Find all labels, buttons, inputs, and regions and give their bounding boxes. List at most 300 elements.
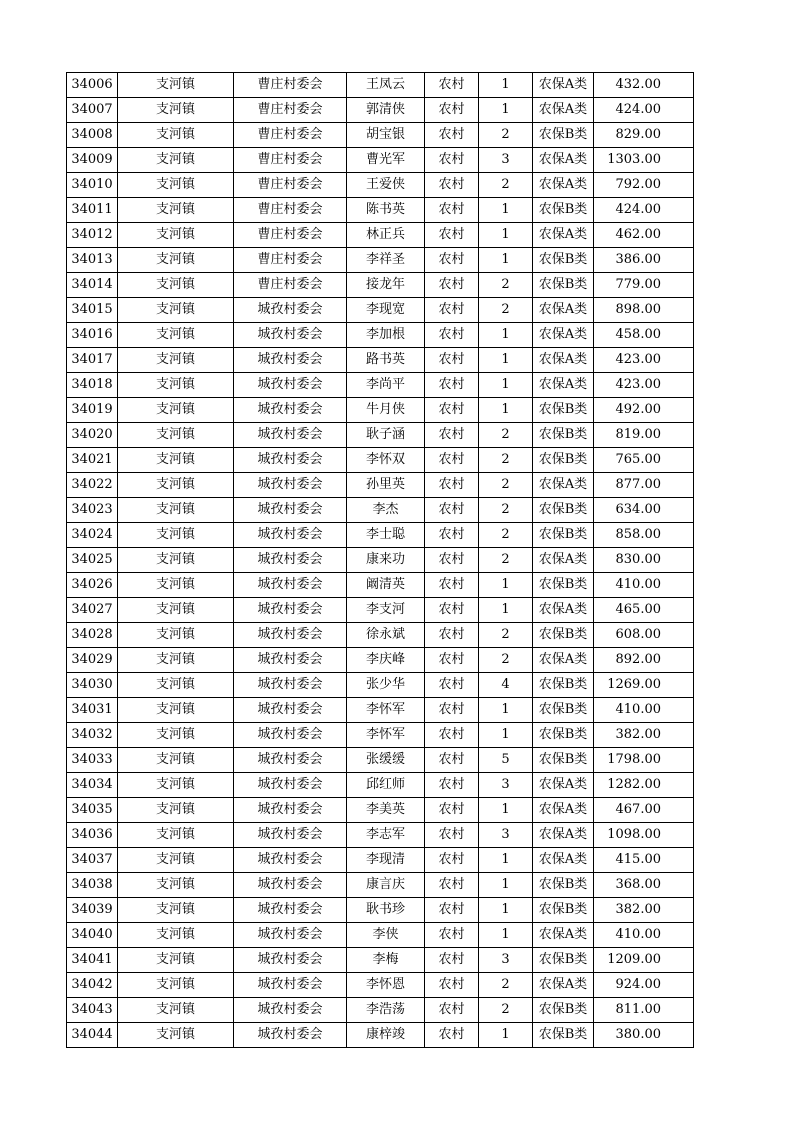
amount-cell: 892.00	[594, 648, 694, 673]
member-count-cell: 1	[479, 73, 533, 98]
town-cell: 支河镇	[118, 323, 234, 348]
amount-cell: 380.00	[594, 1023, 694, 1048]
record-id-cell: 34019	[67, 398, 118, 423]
member-count-cell: 1	[479, 198, 533, 223]
name-cell: 曹光军	[347, 148, 425, 173]
name-cell: 阚清英	[347, 573, 425, 598]
table-row	[67, 773, 694, 798]
table-row	[67, 573, 694, 598]
household-type-cell: 农村	[425, 498, 479, 523]
village-committee-cell: 城孜村委会	[234, 673, 347, 698]
town-cell: 支河镇	[118, 548, 234, 573]
name-cell: 李志军	[347, 823, 425, 848]
insurance-category-cell: 农保A类	[533, 473, 594, 498]
village-committee-cell: 曹庄村委会	[234, 198, 347, 223]
record-id-cell: 34037	[67, 848, 118, 873]
amount-cell: 382.00	[594, 898, 694, 923]
table-row	[67, 848, 694, 873]
amount-cell: 1798.00	[594, 748, 694, 773]
household-type-cell: 农村	[425, 473, 479, 498]
table-row	[67, 98, 694, 123]
town-cell: 支河镇	[118, 648, 234, 673]
member-count-cell: 1	[479, 848, 533, 873]
name-cell: 李怀军	[347, 723, 425, 748]
insurance-category-cell: 农保B类	[533, 698, 594, 723]
table-row	[67, 598, 694, 623]
village-committee-cell: 城孜村委会	[234, 298, 347, 323]
table-row	[67, 623, 694, 648]
table-row	[67, 948, 694, 973]
insurance-category-cell: 农保A类	[533, 98, 594, 123]
record-id-cell: 34025	[67, 548, 118, 573]
insurance-category-cell: 农保B类	[533, 398, 594, 423]
record-id-cell: 34027	[67, 598, 118, 623]
insurance-category-cell: 农保B类	[533, 198, 594, 223]
name-cell: 孙里英	[347, 473, 425, 498]
name-cell: 张少华	[347, 673, 425, 698]
village-committee-cell: 曹庄村委会	[234, 173, 347, 198]
record-id-cell: 34040	[67, 923, 118, 948]
amount-cell: 458.00	[594, 323, 694, 348]
member-count-cell: 1	[479, 223, 533, 248]
table-row	[67, 148, 694, 173]
name-cell: 王凤云	[347, 73, 425, 98]
name-cell: 路书英	[347, 348, 425, 373]
amount-cell: 608.00	[594, 623, 694, 648]
member-count-cell: 2	[479, 423, 533, 448]
insurance-category-cell: 农保A类	[533, 373, 594, 398]
town-cell: 支河镇	[118, 423, 234, 448]
household-type-cell: 农村	[425, 673, 479, 698]
insurance-category-cell: 农保B类	[533, 423, 594, 448]
record-id-cell: 34031	[67, 698, 118, 723]
member-count-cell: 2	[479, 998, 533, 1023]
record-id-cell: 34014	[67, 273, 118, 298]
insurance-category-cell: 农保A类	[533, 973, 594, 998]
household-type-cell: 农村	[425, 748, 479, 773]
insurance-category-cell: 农保A类	[533, 323, 594, 348]
amount-cell: 410.00	[594, 573, 694, 598]
table-row	[67, 348, 694, 373]
name-cell: 林正兵	[347, 223, 425, 248]
amount-cell: 829.00	[594, 123, 694, 148]
record-id-cell: 34018	[67, 373, 118, 398]
name-cell: 李支河	[347, 598, 425, 623]
village-committee-cell: 城孜村委会	[234, 523, 347, 548]
member-count-cell: 3	[479, 948, 533, 973]
record-id-cell: 34016	[67, 323, 118, 348]
household-type-cell: 农村	[425, 798, 479, 823]
town-cell: 支河镇	[118, 173, 234, 198]
name-cell: 李尚平	[347, 373, 425, 398]
member-count-cell: 2	[479, 648, 533, 673]
name-cell: 王爱侠	[347, 173, 425, 198]
record-id-cell: 34010	[67, 173, 118, 198]
table-row	[67, 198, 694, 223]
town-cell: 支河镇	[118, 298, 234, 323]
record-id-cell: 34017	[67, 348, 118, 373]
village-committee-cell: 曹庄村委会	[234, 98, 347, 123]
household-type-cell: 农村	[425, 398, 479, 423]
insurance-category-cell: 农保A类	[533, 73, 594, 98]
village-committee-cell: 曹庄村委会	[234, 73, 347, 98]
table-row	[67, 998, 694, 1023]
town-cell: 支河镇	[118, 598, 234, 623]
village-committee-cell: 曹庄村委会	[234, 123, 347, 148]
insurance-category-cell: 农保B类	[533, 948, 594, 973]
record-id-cell: 34034	[67, 773, 118, 798]
insurance-category-cell: 农保B类	[533, 898, 594, 923]
amount-cell: 1303.00	[594, 148, 694, 173]
table-row	[67, 373, 694, 398]
name-cell: 李侠	[347, 923, 425, 948]
name-cell: 李现清	[347, 848, 425, 873]
town-cell: 支河镇	[118, 923, 234, 948]
record-id-cell: 34012	[67, 223, 118, 248]
table-row	[67, 523, 694, 548]
table-row	[67, 323, 694, 348]
town-cell: 支河镇	[118, 498, 234, 523]
member-count-cell: 2	[479, 298, 533, 323]
village-committee-cell: 城孜村委会	[234, 698, 347, 723]
member-count-cell: 3	[479, 823, 533, 848]
table-row	[67, 898, 694, 923]
insurance-category-cell: 农保A类	[533, 548, 594, 573]
table-row	[67, 873, 694, 898]
record-id-cell: 34035	[67, 798, 118, 823]
record-id-cell: 34041	[67, 948, 118, 973]
village-committee-cell: 城孜村委会	[234, 898, 347, 923]
town-cell: 支河镇	[118, 398, 234, 423]
member-count-cell: 1	[479, 698, 533, 723]
amount-cell: 634.00	[594, 498, 694, 523]
insurance-category-cell: 农保B类	[533, 673, 594, 698]
table-row	[67, 823, 694, 848]
record-id-cell: 34043	[67, 998, 118, 1023]
town-cell: 支河镇	[118, 198, 234, 223]
household-type-cell: 农村	[425, 1023, 479, 1048]
name-cell: 张缓缓	[347, 748, 425, 773]
household-type-cell: 农村	[425, 973, 479, 998]
member-count-cell: 2	[479, 548, 533, 573]
village-committee-cell: 城孜村委会	[234, 423, 347, 448]
village-committee-cell: 城孜村委会	[234, 848, 347, 873]
household-type-cell: 农村	[425, 348, 479, 373]
table-row	[67, 498, 694, 523]
household-type-cell: 农村	[425, 898, 479, 923]
name-cell: 李祥圣	[347, 248, 425, 273]
amount-cell: 819.00	[594, 423, 694, 448]
village-committee-cell: 城孜村委会	[234, 398, 347, 423]
insurance-category-cell: 农保B类	[533, 523, 594, 548]
village-committee-cell: 城孜村委会	[234, 473, 347, 498]
amount-cell: 765.00	[594, 448, 694, 473]
village-committee-cell: 城孜村委会	[234, 448, 347, 473]
town-cell: 支河镇	[118, 248, 234, 273]
name-cell: 李浩荡	[347, 998, 425, 1023]
household-type-cell: 农村	[425, 423, 479, 448]
village-committee-cell: 城孜村委会	[234, 798, 347, 823]
village-committee-cell: 城孜村委会	[234, 723, 347, 748]
insurance-category-cell: 农保A类	[533, 823, 594, 848]
insurance-category-cell: 农保A类	[533, 798, 594, 823]
household-type-cell: 农村	[425, 523, 479, 548]
name-cell: 李怀军	[347, 698, 425, 723]
amount-cell: 382.00	[594, 723, 694, 748]
household-type-cell: 农村	[425, 648, 479, 673]
member-count-cell: 1	[479, 873, 533, 898]
amount-cell: 877.00	[594, 473, 694, 498]
record-id-cell: 34033	[67, 748, 118, 773]
record-id-cell: 34007	[67, 98, 118, 123]
table-row	[67, 448, 694, 473]
member-count-cell: 2	[479, 173, 533, 198]
amount-cell: 1098.00	[594, 823, 694, 848]
record-id-cell: 34009	[67, 148, 118, 173]
insurance-category-cell: 农保A类	[533, 173, 594, 198]
village-committee-cell: 城孜村委会	[234, 948, 347, 973]
name-cell: 接龙年	[347, 273, 425, 298]
member-count-cell: 1	[479, 723, 533, 748]
amount-cell: 779.00	[594, 273, 694, 298]
table-row	[67, 173, 694, 198]
record-id-cell: 34038	[67, 873, 118, 898]
amount-cell: 492.00	[594, 398, 694, 423]
town-cell: 支河镇	[118, 773, 234, 798]
roster-table	[66, 72, 694, 1048]
table-row	[67, 273, 694, 298]
amount-cell: 462.00	[594, 223, 694, 248]
record-id-cell: 34023	[67, 498, 118, 523]
town-cell: 支河镇	[118, 848, 234, 873]
table-row	[67, 798, 694, 823]
town-cell: 支河镇	[118, 798, 234, 823]
amount-cell: 424.00	[594, 98, 694, 123]
record-id-cell: 34021	[67, 448, 118, 473]
member-count-cell: 2	[479, 123, 533, 148]
record-id-cell: 34032	[67, 723, 118, 748]
town-cell: 支河镇	[118, 998, 234, 1023]
member-count-cell: 2	[479, 498, 533, 523]
household-type-cell: 农村	[425, 723, 479, 748]
record-id-cell: 34028	[67, 623, 118, 648]
household-type-cell: 农村	[425, 873, 479, 898]
table-row	[67, 73, 694, 98]
member-count-cell: 1	[479, 348, 533, 373]
amount-cell: 410.00	[594, 923, 694, 948]
village-committee-cell: 曹庄村委会	[234, 148, 347, 173]
member-count-cell: 1	[479, 898, 533, 923]
insurance-category-cell: 农保A类	[533, 348, 594, 373]
household-type-cell: 农村	[425, 148, 479, 173]
table-row	[67, 973, 694, 998]
town-cell: 支河镇	[118, 673, 234, 698]
record-id-cell: 34039	[67, 898, 118, 923]
household-type-cell: 农村	[425, 98, 479, 123]
amount-cell: 423.00	[594, 348, 694, 373]
insurance-category-cell: 农保A类	[533, 223, 594, 248]
insurance-category-cell: 农保B类	[533, 748, 594, 773]
town-cell: 支河镇	[118, 1023, 234, 1048]
amount-cell: 1282.00	[594, 773, 694, 798]
household-type-cell: 农村	[425, 823, 479, 848]
name-cell: 郭清侠	[347, 98, 425, 123]
household-type-cell: 农村	[425, 123, 479, 148]
amount-cell: 792.00	[594, 173, 694, 198]
town-cell: 支河镇	[118, 123, 234, 148]
town-cell: 支河镇	[118, 373, 234, 398]
member-count-cell: 3	[479, 773, 533, 798]
record-id-cell: 34029	[67, 648, 118, 673]
name-cell: 李士聪	[347, 523, 425, 548]
amount-cell: 368.00	[594, 873, 694, 898]
town-cell: 支河镇	[118, 148, 234, 173]
household-type-cell: 农村	[425, 223, 479, 248]
insurance-category-cell: 农保A类	[533, 773, 594, 798]
amount-cell: 423.00	[594, 373, 694, 398]
roster-table-body	[67, 73, 694, 1048]
name-cell: 李现宽	[347, 298, 425, 323]
table-row	[67, 423, 694, 448]
table-row	[67, 473, 694, 498]
member-count-cell: 2	[479, 448, 533, 473]
household-type-cell: 农村	[425, 173, 479, 198]
name-cell: 康梓竣	[347, 1023, 425, 1048]
record-id-cell: 34036	[67, 823, 118, 848]
village-committee-cell: 曹庄村委会	[234, 248, 347, 273]
village-committee-cell: 城孜村委会	[234, 598, 347, 623]
record-id-cell: 34008	[67, 123, 118, 148]
member-count-cell: 1	[479, 323, 533, 348]
amount-cell: 410.00	[594, 698, 694, 723]
village-committee-cell: 城孜村委会	[234, 323, 347, 348]
village-committee-cell: 城孜村委会	[234, 373, 347, 398]
name-cell: 康言庆	[347, 873, 425, 898]
town-cell: 支河镇	[118, 723, 234, 748]
household-type-cell: 农村	[425, 273, 479, 298]
amount-cell: 386.00	[594, 248, 694, 273]
insurance-category-cell: 农保B类	[533, 273, 594, 298]
village-committee-cell: 城孜村委会	[234, 498, 347, 523]
member-count-cell: 1	[479, 98, 533, 123]
amount-cell: 415.00	[594, 848, 694, 873]
table-row	[67, 723, 694, 748]
town-cell: 支河镇	[118, 523, 234, 548]
household-type-cell: 农村	[425, 248, 479, 273]
name-cell: 康来功	[347, 548, 425, 573]
town-cell: 支河镇	[118, 73, 234, 98]
insurance-category-cell: 农保B类	[533, 723, 594, 748]
amount-cell: 1269.00	[594, 673, 694, 698]
member-count-cell: 1	[479, 1023, 533, 1048]
name-cell: 李怀双	[347, 448, 425, 473]
name-cell: 李庆峰	[347, 648, 425, 673]
amount-cell: 1209.00	[594, 948, 694, 973]
household-type-cell: 农村	[425, 573, 479, 598]
village-committee-cell: 城孜村委会	[234, 923, 347, 948]
table-row	[67, 748, 694, 773]
insurance-category-cell: 农保A类	[533, 648, 594, 673]
insurance-category-cell: 农保A类	[533, 298, 594, 323]
member-count-cell: 1	[479, 248, 533, 273]
insurance-category-cell: 农保A类	[533, 598, 594, 623]
village-committee-cell: 城孜村委会	[234, 873, 347, 898]
village-committee-cell: 城孜村委会	[234, 1023, 347, 1048]
village-committee-cell: 城孜村委会	[234, 773, 347, 798]
amount-cell: 467.00	[594, 798, 694, 823]
insurance-category-cell: 农保B类	[533, 448, 594, 473]
household-type-cell: 农村	[425, 323, 479, 348]
amount-cell: 858.00	[594, 523, 694, 548]
name-cell: 李梅	[347, 948, 425, 973]
amount-cell: 898.00	[594, 298, 694, 323]
table-row	[67, 673, 694, 698]
insurance-category-cell: 农保B类	[533, 873, 594, 898]
town-cell: 支河镇	[118, 473, 234, 498]
table-row	[67, 648, 694, 673]
member-count-cell: 2	[479, 523, 533, 548]
town-cell: 支河镇	[118, 573, 234, 598]
name-cell: 耿子涵	[347, 423, 425, 448]
town-cell: 支河镇	[118, 898, 234, 923]
town-cell: 支河镇	[118, 98, 234, 123]
record-id-cell: 34044	[67, 1023, 118, 1048]
household-type-cell: 农村	[425, 698, 479, 723]
household-type-cell: 农村	[425, 448, 479, 473]
village-committee-cell: 城孜村委会	[234, 548, 347, 573]
village-committee-cell: 城孜村委会	[234, 973, 347, 998]
household-type-cell: 农村	[425, 198, 479, 223]
record-id-cell: 34030	[67, 673, 118, 698]
table-row	[67, 548, 694, 573]
household-type-cell: 农村	[425, 598, 479, 623]
household-type-cell: 农村	[425, 773, 479, 798]
name-cell: 陈书英	[347, 198, 425, 223]
record-id-cell: 34026	[67, 573, 118, 598]
member-count-cell: 1	[479, 573, 533, 598]
household-type-cell: 农村	[425, 948, 479, 973]
record-id-cell: 34011	[67, 198, 118, 223]
name-cell: 牛月侠	[347, 398, 425, 423]
town-cell: 支河镇	[118, 623, 234, 648]
member-count-cell: 2	[479, 273, 533, 298]
record-id-cell: 34020	[67, 423, 118, 448]
amount-cell: 465.00	[594, 598, 694, 623]
amount-cell: 830.00	[594, 548, 694, 573]
table-row	[67, 223, 694, 248]
household-type-cell: 农村	[425, 623, 479, 648]
table-row	[67, 923, 694, 948]
record-id-cell: 34015	[67, 298, 118, 323]
record-id-cell: 34024	[67, 523, 118, 548]
insurance-category-cell: 农保B类	[533, 998, 594, 1023]
household-type-cell: 农村	[425, 73, 479, 98]
insurance-category-cell: 农保A类	[533, 848, 594, 873]
record-id-cell: 34013	[67, 248, 118, 273]
village-committee-cell: 曹庄村委会	[234, 273, 347, 298]
household-type-cell: 农村	[425, 548, 479, 573]
household-type-cell: 农村	[425, 298, 479, 323]
insurance-category-cell: 农保A类	[533, 923, 594, 948]
insurance-category-cell: 农保B类	[533, 123, 594, 148]
table-row	[67, 698, 694, 723]
town-cell: 支河镇	[118, 973, 234, 998]
town-cell: 支河镇	[118, 273, 234, 298]
member-count-cell: 2	[479, 973, 533, 998]
member-count-cell: 5	[479, 748, 533, 773]
record-id-cell: 34042	[67, 973, 118, 998]
record-id-cell: 34022	[67, 473, 118, 498]
